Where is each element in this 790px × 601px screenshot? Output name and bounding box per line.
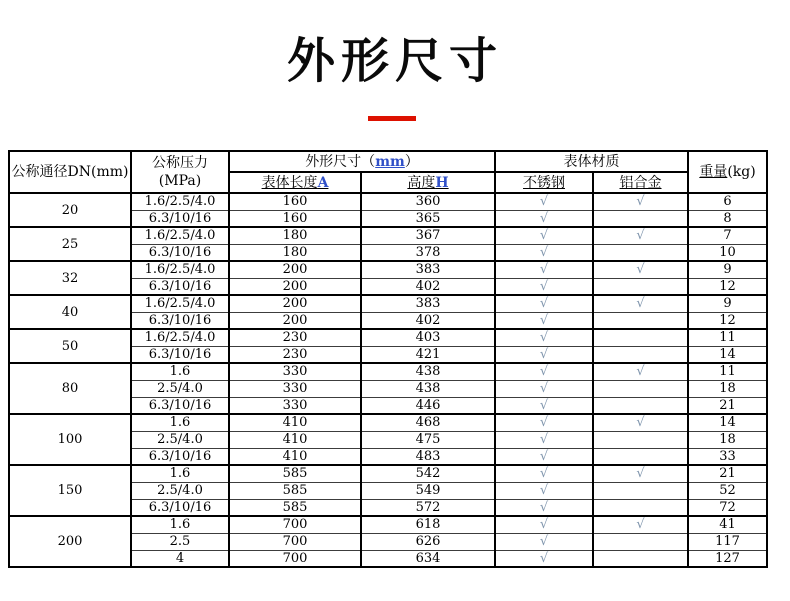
header-height	[361, 172, 495, 193]
pressure-cell: 2.5/4.0	[131, 380, 229, 397]
pressure-cell: 1.6	[131, 414, 229, 431]
header-dimensions-prefix: 外形尺寸（	[305, 153, 376, 170]
header-aluminum	[593, 172, 688, 193]
table-row	[9, 227, 767, 244]
weight-cell: 18	[688, 431, 767, 448]
height-cell: 542	[361, 465, 495, 482]
dn-cell: 32	[9, 261, 131, 295]
weight-cell: 6	[688, 193, 767, 210]
body-length-cell: 700	[229, 533, 361, 550]
body-length-keyword-link[interactable]	[262, 175, 329, 191]
header-weight-unit: (kg)	[727, 164, 756, 180]
header-dn-label: 公称通径DN(mm)	[11, 164, 129, 180]
pressure-cell: 6.3/10/16	[131, 312, 229, 329]
stainless-check-cell: √	[495, 193, 593, 210]
aluminum-check-cell	[593, 210, 688, 227]
pressure-cell: 6.3/10/16	[131, 499, 229, 516]
height-cell: 446	[361, 397, 495, 414]
body-length-cell: 200	[229, 295, 361, 312]
stainless-check-cell: √	[495, 244, 593, 261]
height-cell: 549	[361, 482, 495, 499]
pressure-cell: 6.3/10/16	[131, 278, 229, 295]
table-row	[9, 363, 767, 380]
height-cell: 367	[361, 227, 495, 244]
dn-cell: 200	[9, 516, 131, 567]
dn-cell: 100	[9, 414, 131, 465]
height-var-h[interactable]: H	[435, 174, 449, 191]
page-title: 外形尺寸	[286, 35, 503, 88]
height-cell: 403	[361, 329, 495, 346]
height-cell: 378	[361, 244, 495, 261]
table-header	[9, 151, 767, 193]
height-cell: 383	[361, 295, 495, 312]
pressure-cell: 6.3/10/16	[131, 397, 229, 414]
aluminum-check-cell	[593, 312, 688, 329]
dn-cell: 150	[9, 465, 131, 516]
stainless-check-cell: √	[495, 312, 593, 329]
header-pressure-line2: (MPa)	[158, 173, 202, 189]
weight-cell: 8	[688, 210, 767, 227]
weight-cell: 41	[688, 516, 767, 533]
pressure-cell: 2.5	[131, 533, 229, 550]
height-cell: 360	[361, 193, 495, 210]
weight-cell: 10	[688, 244, 767, 261]
height-cell: 468	[361, 414, 495, 431]
aluminum-check-cell	[593, 448, 688, 465]
dn-cell: 25	[9, 227, 131, 261]
pressure-cell: 1.6/2.5/4.0	[131, 329, 229, 346]
header-pressure	[131, 151, 229, 193]
stainless-check-cell: √	[495, 482, 593, 499]
body-length-cell: 330	[229, 380, 361, 397]
aluminum-check-cell: √	[593, 193, 688, 210]
height-cell: 383	[361, 261, 495, 278]
body-length-cell: 200	[229, 278, 361, 295]
body-length-label: 表体长度	[261, 174, 318, 191]
stainless-check-cell: √	[495, 363, 593, 380]
pressure-cell: 1.6/2.5/4.0	[131, 295, 229, 312]
header-dn	[9, 151, 131, 193]
pressure-cell: 1.6/2.5/4.0	[131, 193, 229, 210]
header-material	[495, 151, 688, 172]
stainless-check-cell: √	[495, 414, 593, 431]
weight-cell: 12	[688, 312, 767, 329]
height-cell: 421	[361, 346, 495, 363]
dimensions-table	[8, 150, 768, 568]
weight-cell: 11	[688, 363, 767, 380]
header-pressure-line1: 公称压力	[152, 155, 208, 171]
weight-cell: 9	[688, 261, 767, 278]
body-length-cell: 330	[229, 363, 361, 380]
body-length-cell: 410	[229, 414, 361, 431]
body-length-cell: 585	[229, 499, 361, 516]
pressure-cell: 1.6/2.5/4.0	[131, 227, 229, 244]
height-keyword-link[interactable]	[407, 175, 448, 191]
weight-cell: 21	[688, 397, 767, 414]
table-body	[9, 193, 767, 567]
height-cell: 572	[361, 499, 495, 516]
aluminum-check-cell: √	[593, 465, 688, 482]
height-cell: 626	[361, 533, 495, 550]
stainless-check-cell: √	[495, 278, 593, 295]
stainless-check-cell: √	[495, 499, 593, 516]
table-row	[9, 414, 767, 431]
aluminum-check-cell: √	[593, 414, 688, 431]
weight-cell: 52	[688, 482, 767, 499]
table-row	[9, 193, 767, 210]
stainless-check-cell: √	[495, 397, 593, 414]
stainless-check-cell: √	[495, 431, 593, 448]
height-cell: 438	[361, 380, 495, 397]
weight-cell: 18	[688, 380, 767, 397]
pressure-cell: 1.6	[131, 516, 229, 533]
body-length-cell: 700	[229, 516, 361, 533]
stainless-check-cell: √	[495, 329, 593, 346]
body-length-cell: 330	[229, 397, 361, 414]
height-cell: 438	[361, 363, 495, 380]
table-row	[9, 516, 767, 533]
dn-cell: 40	[9, 295, 131, 329]
aluminum-check-cell	[593, 346, 688, 363]
mm-unit-link[interactable]: mm	[375, 153, 405, 170]
table-row	[9, 261, 767, 278]
aluminum-keyword-link[interactable]: 铝合金	[619, 174, 662, 191]
header-body-length	[229, 172, 361, 193]
body-length-cell: 700	[229, 550, 361, 567]
height-label: 高度	[407, 174, 436, 191]
stainless-check-cell: √	[495, 261, 593, 278]
pressure-cell: 6.3/10/16	[131, 244, 229, 261]
aluminum-check-cell	[593, 533, 688, 550]
height-cell: 634	[361, 550, 495, 567]
pressure-cell: 6.3/10/16	[131, 210, 229, 227]
body-length-cell: 410	[229, 448, 361, 465]
weight-cell: 33	[688, 448, 767, 465]
height-cell: 402	[361, 312, 495, 329]
table-row	[9, 329, 767, 346]
height-cell: 483	[361, 448, 495, 465]
body-length-cell: 410	[229, 431, 361, 448]
aluminum-check-cell: √	[593, 295, 688, 312]
pressure-cell: 1.6/2.5/4.0	[131, 261, 229, 278]
pressure-cell: 2.5/4.0	[131, 482, 229, 499]
weight-cell: 21	[688, 465, 767, 482]
body-length-cell: 230	[229, 346, 361, 363]
body-length-cell: 200	[229, 312, 361, 329]
aluminum-check-cell	[593, 431, 688, 448]
aluminum-check-cell	[593, 482, 688, 499]
body-length-cell: 180	[229, 244, 361, 261]
body-length-cell: 230	[229, 329, 361, 346]
title-accent-bar	[368, 116, 416, 121]
length-var-a[interactable]: A	[317, 174, 329, 191]
weight-cell: 7	[688, 227, 767, 244]
table-row	[9, 465, 767, 482]
pressure-cell: 2.5/4.0	[131, 431, 229, 448]
height-cell: 618	[361, 516, 495, 533]
stainless-check-cell: √	[495, 448, 593, 465]
aluminum-check-cell: √	[593, 227, 688, 244]
stainless-keyword-link[interactable]: 不锈钢	[523, 174, 566, 191]
stainless-check-cell: √	[495, 295, 593, 312]
aluminum-check-cell	[593, 380, 688, 397]
pressure-cell: 1.6	[131, 363, 229, 380]
stainless-check-cell: √	[495, 210, 593, 227]
weight-keyword-link[interactable]: 重量	[699, 164, 728, 180]
pressure-cell: 6.3/10/16	[131, 448, 229, 465]
aluminum-check-cell	[593, 278, 688, 295]
dn-cell: 80	[9, 363, 131, 414]
stainless-check-cell: √	[495, 380, 593, 397]
weight-cell: 14	[688, 346, 767, 363]
aluminum-check-cell	[593, 244, 688, 261]
aluminum-check-cell: √	[593, 363, 688, 380]
aluminum-check-cell	[593, 550, 688, 567]
aluminum-check-cell: √	[593, 516, 688, 533]
weight-cell: 12	[688, 278, 767, 295]
stainless-check-cell: √	[495, 533, 593, 550]
pressure-cell: 6.3/10/16	[131, 346, 229, 363]
weight-cell: 117	[688, 533, 767, 550]
weight-cell: 127	[688, 550, 767, 567]
header-dimensions-suffix: ）	[404, 153, 419, 170]
stainless-check-cell: √	[495, 465, 593, 482]
stainless-check-cell: √	[495, 346, 593, 363]
header-stainless	[495, 172, 593, 193]
stainless-check-cell: √	[495, 516, 593, 533]
stainless-check-cell: √	[495, 227, 593, 244]
header-weight	[688, 151, 767, 193]
body-length-cell: 180	[229, 227, 361, 244]
pressure-cell: 1.6	[131, 465, 229, 482]
weight-cell: 9	[688, 295, 767, 312]
aluminum-check-cell: √	[593, 261, 688, 278]
stainless-check-cell: √	[495, 550, 593, 567]
aluminum-check-cell	[593, 397, 688, 414]
height-cell: 475	[361, 431, 495, 448]
dn-cell: 50	[9, 329, 131, 363]
pressure-cell: 4	[131, 550, 229, 567]
body-length-cell: 585	[229, 482, 361, 499]
height-cell: 402	[361, 278, 495, 295]
aluminum-check-cell	[593, 499, 688, 516]
header-dimensions	[229, 151, 495, 172]
height-cell: 365	[361, 210, 495, 227]
body-length-cell: 585	[229, 465, 361, 482]
dn-cell: 20	[9, 193, 131, 227]
weight-cell: 14	[688, 414, 767, 431]
body-length-cell: 160	[229, 210, 361, 227]
body-length-cell: 160	[229, 193, 361, 210]
table-row	[9, 295, 767, 312]
weight-cell: 11	[688, 329, 767, 346]
header-material-label: 表体材质	[563, 153, 620, 170]
body-length-cell: 200	[229, 261, 361, 278]
aluminum-check-cell	[593, 329, 688, 346]
weight-cell: 72	[688, 499, 767, 516]
